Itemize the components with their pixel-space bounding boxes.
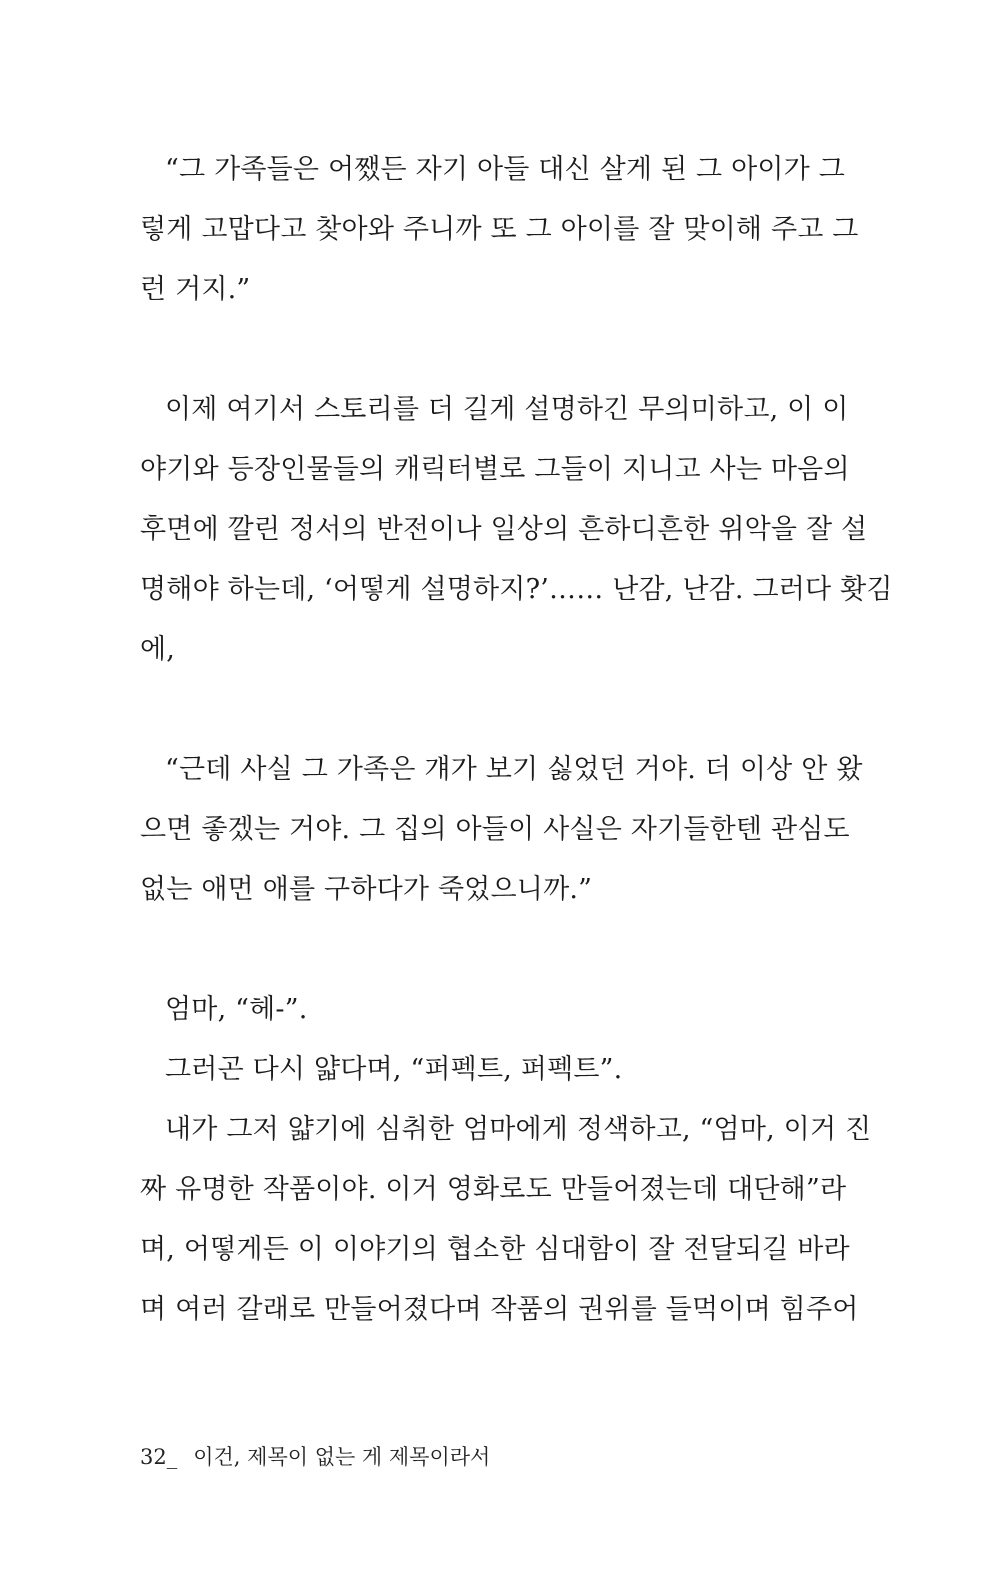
text-line: 이제 여기서 스토리를 더 길게 설명하긴 무의미하고, 이 이 <box>165 394 849 425</box>
text-line: 에, <box>140 634 176 665</box>
text-line: 후면에 깔린 정서의 반전이나 일상의 흔하디흔한 위악을 잘 설 <box>140 514 868 545</box>
text-line: 짜 유명한 작품이야. 이거 영화로도 만들어졌는데 대단해”라 <box>140 1174 847 1205</box>
text-line: 그러곤 다시 얇다며, “퍼펙트, 퍼펙트”. <box>165 1054 623 1085</box>
text-line: 으면 좋겠는 거야. 그 집의 아들이 사실은 자기들한텐 관심도 <box>140 814 850 845</box>
running-title: 이건, 제목이 없는 게 제목이라서 <box>193 1445 491 1469</box>
text-line: “근데 사실 그 가족은 걔가 보기 싫었던 거야. 더 이상 안 왔 <box>165 754 863 785</box>
text-line: 런 거지.” <box>140 274 251 305</box>
page-footer <box>140 1440 490 1474</box>
text-line: 없는 애먼 애를 구하다가 죽었으니까.” <box>140 874 593 905</box>
text-line: 며 여러 갈래로 만들어졌다며 작품의 권위를 들먹이며 힘주어 <box>140 1294 859 1325</box>
page-number: 32_ <box>140 1445 178 1469</box>
text-line: 야기와 등장인물들의 캐릭터별로 그들이 지니고 사는 마음의 <box>140 454 850 485</box>
text-line: 며, 어떻게든 이 이야기의 협소한 심대함이 잘 전달되길 바라 <box>140 1234 850 1265</box>
text-line: 내가 그저 얇기에 심취한 엄마에게 정색하고, “엄마, 이거 진 <box>165 1114 872 1145</box>
text-line: 엄마, “헤-”. <box>165 994 308 1025</box>
text-line: 명해야 하는데, ‘어떻게 설명하지?’…… 난감, 난감. 그러다 홧김 <box>140 574 893 605</box>
text-line: “그 가족들은 어쨌든 자기 아들 대신 살게 된 그 아이가 그 <box>165 154 846 185</box>
text-line: 렇게 고맙다고 찾아와 주니까 또 그 아이를 잘 맞이해 주고 그 <box>140 214 859 245</box>
